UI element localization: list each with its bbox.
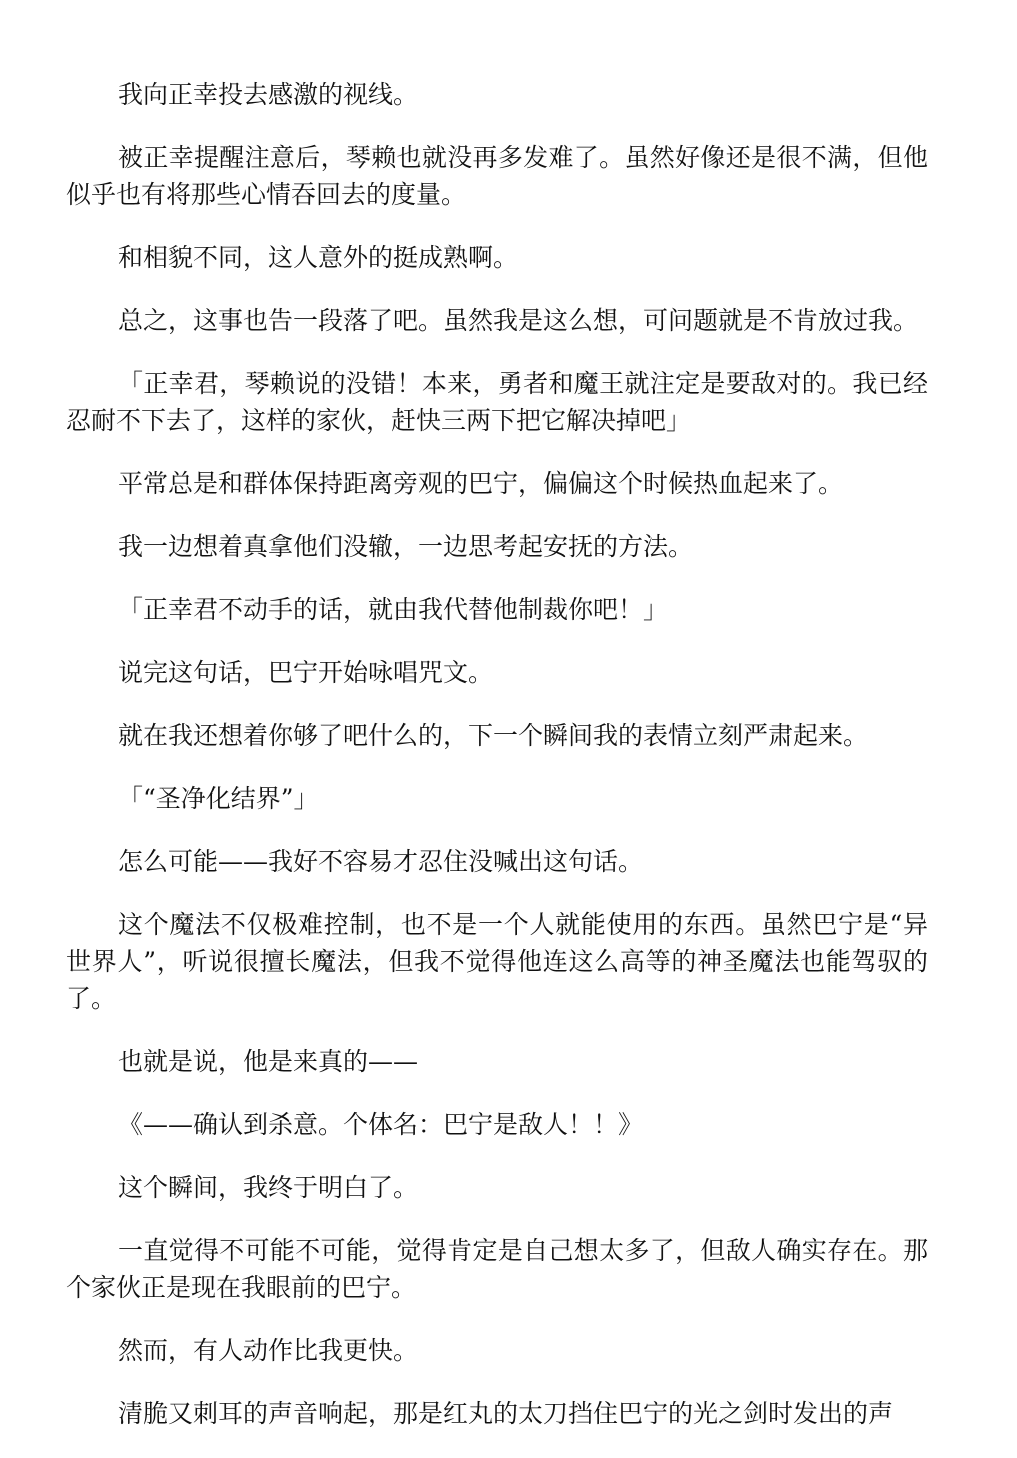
document-page xyxy=(66,76,928,1458)
paragraph-9: 说完这句话，巴宁开始咏唱咒文。 xyxy=(118,658,494,687)
paragraph-19: 清脆又刺耳的声音响起，那是红丸的太刀挡住巴宁的光之剑时发出的声 xyxy=(118,1399,894,1428)
paragraph-17: 一直觉得不可能不可能，觉得肯定是自己想太多了，但敌人确实存在。那个家伙正是现在我眼前的巴宁。 xyxy=(66,1236,928,1302)
paragraph-12: 怎么可能——我好不容易才忍住没喊出这句话。 xyxy=(118,847,644,876)
paragraph-5: 「正幸君，琴赖说的没错！本来，勇者和魔王就注定是要敌对的。我已经忍耐不下去了，这样的家伙，赶快三两下把它解决掉吧」 xyxy=(66,369,928,435)
paragraph-8: 「正幸君不动手的话，就由我代替他制裁你吧！」 xyxy=(118,595,669,624)
paragraph-14: 也就是说，他是来真的—— xyxy=(118,1047,419,1076)
paragraph-10: 就在我还想着你够了吧什么的，下一个瞬间我的表情立刻严肃起来。 xyxy=(118,721,869,750)
paragraph-18: 然而，有人动作比我更快。 xyxy=(118,1336,419,1365)
paragraph-4: 总之，这事也告一段落了吧。虽然我是这么想，可问题就是不肯放过我。 xyxy=(118,306,919,335)
paragraph-6: 平常总是和群体保持距离旁观的巴宁，偏偏这个时候热血起来了。 xyxy=(118,469,844,498)
paragraph-2: 被正幸提醒注意后，琴赖也就没再多发难了。虽然好像还是很不满，但他似乎也有将那些心情吞回去的度量。 xyxy=(66,143,928,209)
paragraph-13: 这个魔法不仅极难控制，也不是一个人就能使用的东西。虽然巴宁是“异世界人”，听说很擅长魔法，但我不觉得他连这么高等的神圣魔法也能驾驭的了。 xyxy=(66,910,928,1013)
paragraph-7: 我一边想着真拿他们没辙，一边思考起安抚的方法。 xyxy=(118,532,694,561)
paragraph-1: 我向正幸投去感激的视线。 xyxy=(118,80,419,109)
paragraph-3: 和相貌不同，这人意外的挺成熟啊。 xyxy=(118,243,519,272)
paragraph-11: 「“圣净化结界”」 xyxy=(118,784,319,813)
paragraph-15: 《——确认到杀意。个体名：巴宁是敌人！！》 xyxy=(118,1110,644,1139)
paragraph-16: 这个瞬间，我终于明白了。 xyxy=(118,1173,419,1202)
